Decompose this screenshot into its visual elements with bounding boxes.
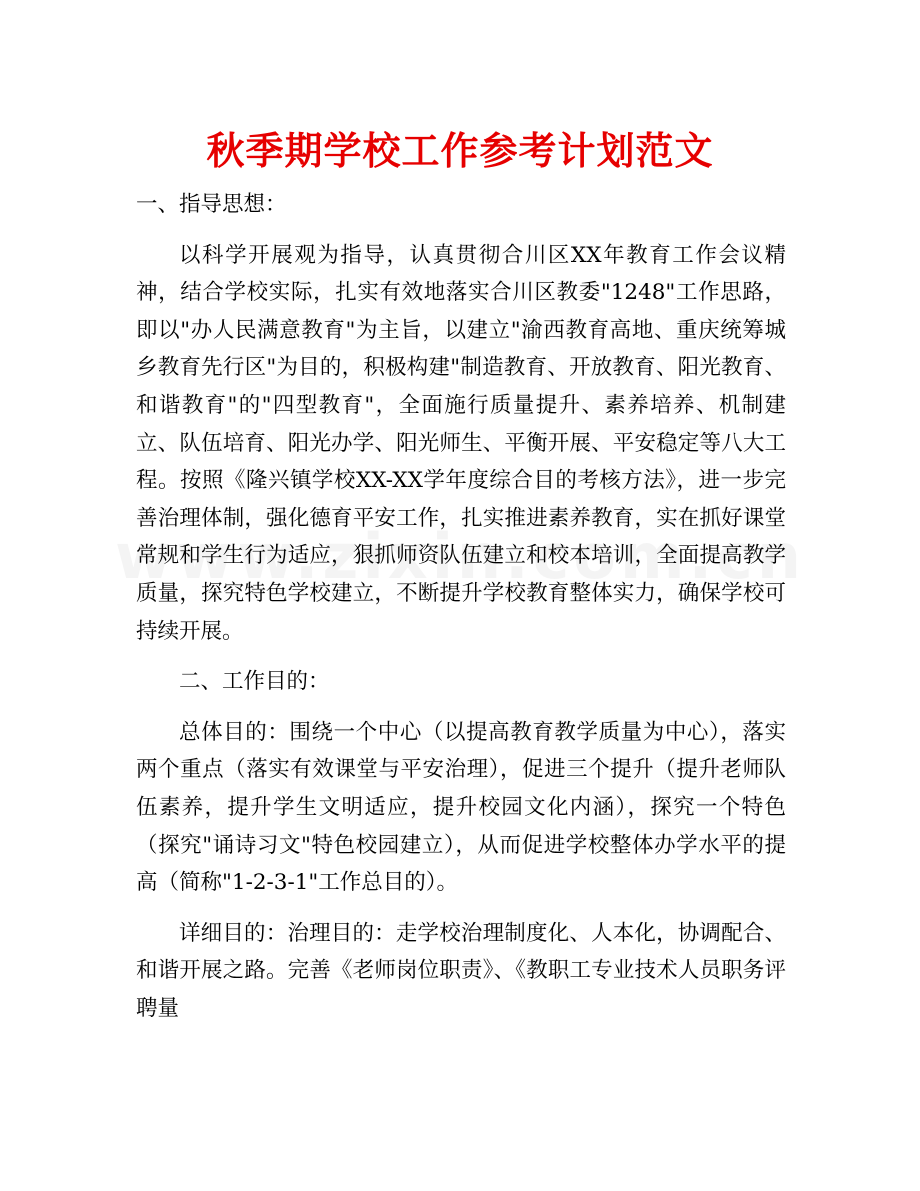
spacer: [136, 224, 786, 237]
paragraph-detailed-goals: 详细目的：治理目的：走学校治理制度化、人本化，协调配合、和谐开展之路。完善《老师岗位职责》、《教职工专业技术人员职务评聘量: [136, 920, 786, 1021]
paragraph-overall-goals: 总体目的：围绕一个中心（以提高教育教学质量为中心），落实两个重点（落实有效课堂与平安治理），促进三个提升（提升老师队伍素养，提升学生文明适应，提升校园文化内涵），探究一个特色（探究"诵诗习文"特色校园建立），从而促进学校整体办学水平的提高（简称"1-2-3-1"工作总目的）。: [136, 719, 786, 896]
document-title: 秋季期学校工作参考计划范文: [206, 129, 714, 173]
spacer: [136, 902, 786, 915]
spacer: [136, 650, 786, 663]
section-heading-work-goals: 二、工作目的：: [179, 669, 330, 695]
paragraph-guiding-thought: 以科学开展观为指导，认真贯彻合川区XX年教育工作会议精神，结合学校实际，扎实有效地落实合川区教委"1248"工作思路，即以"办人民满意教育"为主旨，以建立"渝西教育高地、重庆统筹城乡教育先行区"为目的，积极构建"制造教育、开放教育、阳光教育、和谐教育"的"四型教育"，全面施行质量提升、素养培养、机制建立、队伍培育、阳光办学、阳光师生、平衡开展、平安稳定等八大工程。按照《隆兴镇学校XX-XX学年度综合目的考核方法》，进一步完善治理体制，强化德育平安工作，扎实推进素养教育，实在抓好课堂常规和学生行为适应，狠抓师资队伍建立和校本培训，全面提高教学质量，探究特色学校建立，不断提升学校教育整体实力，确保学校可持续开展。: [136, 242, 786, 644]
spacer: [136, 701, 786, 714]
document-body: [136, 186, 786, 1027]
section-heading-guiding-thought: 一、指导思想：: [136, 192, 287, 217]
